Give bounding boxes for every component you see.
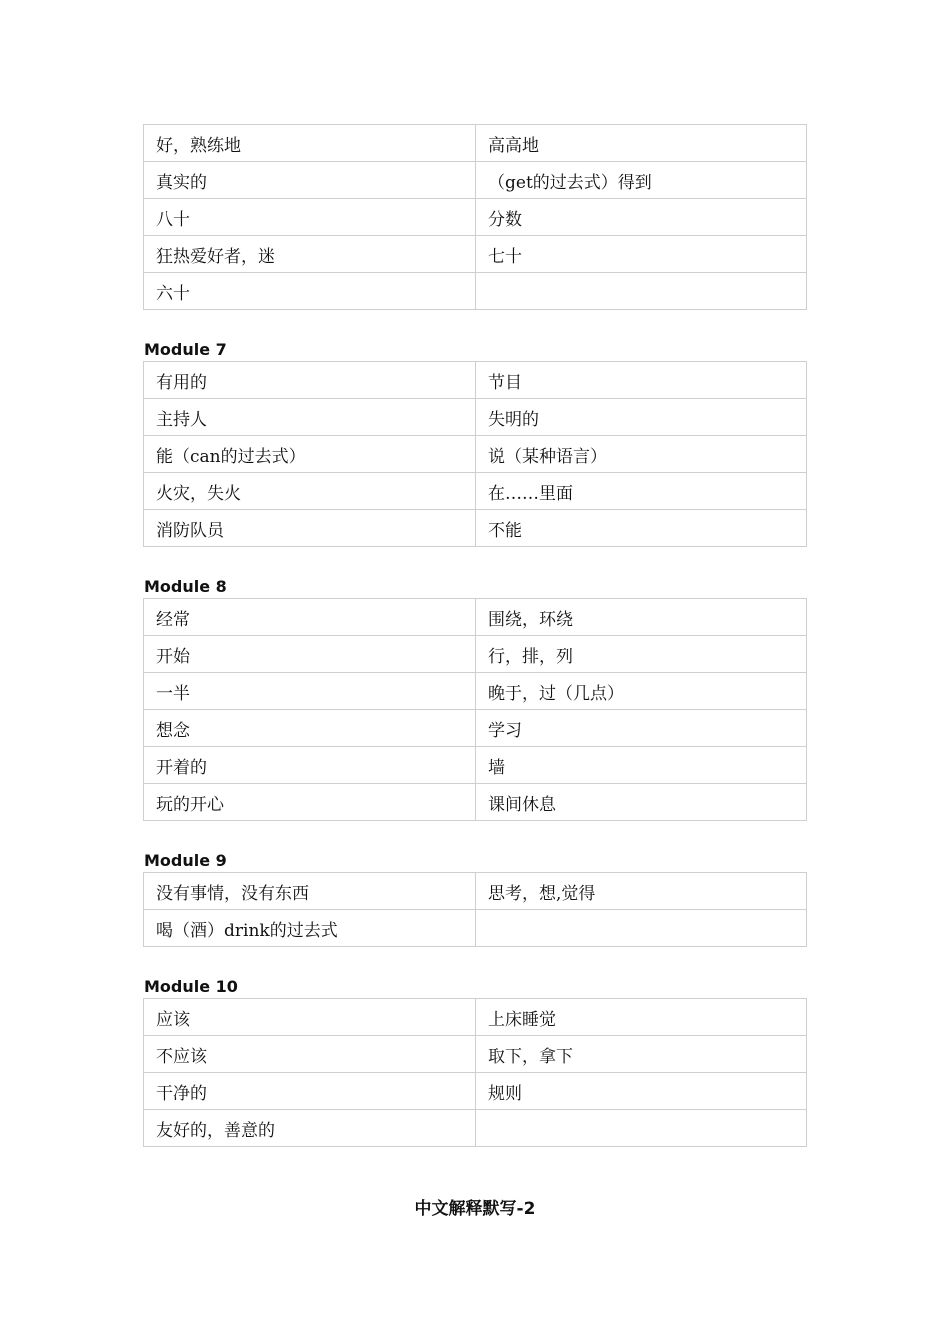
table-cell: 应该 xyxy=(144,999,476,1036)
table-cell: 好，熟练地 xyxy=(144,125,476,162)
table-cell: 学习 xyxy=(476,710,807,747)
table-cell: 不应该 xyxy=(144,1036,476,1073)
table-row xyxy=(144,747,807,784)
table-cell: 有用的 xyxy=(144,362,476,399)
table-cell xyxy=(476,910,807,947)
table-row xyxy=(144,236,807,273)
table-cell: 消防队员 xyxy=(144,510,476,547)
table-cell: 玩的开心 xyxy=(144,784,476,821)
section-heading: Module 7 xyxy=(144,340,227,359)
table-cell: 八十 xyxy=(144,199,476,236)
section-heading: Module 8 xyxy=(144,577,227,596)
table-cell: 失明的 xyxy=(476,399,807,436)
table-cell: （get的过去式）得到 xyxy=(476,162,807,199)
table-cell: 主持人 xyxy=(144,399,476,436)
table-cell: 七十 xyxy=(476,236,807,273)
table-cell: 干净的 xyxy=(144,1073,476,1110)
table-row xyxy=(144,599,807,636)
table-cell: 墙 xyxy=(476,747,807,784)
table-row xyxy=(144,873,807,910)
table-row xyxy=(144,362,807,399)
table-cell: 开着的 xyxy=(144,747,476,784)
table-cell: 喝（酒）drink的过去式 xyxy=(144,910,476,947)
vocab-table xyxy=(143,872,807,947)
table-cell: 晚于，过（几点） xyxy=(476,673,807,710)
table-cell: 说（某种语言） xyxy=(476,436,807,473)
table-cell: 节目 xyxy=(476,362,807,399)
table-row xyxy=(144,1110,807,1147)
table-cell: 一半 xyxy=(144,673,476,710)
table-row xyxy=(144,199,807,236)
table-cell: 规则 xyxy=(476,1073,807,1110)
table-cell: 火灾，失火 xyxy=(144,473,476,510)
table-cell: 没有事情，没有东西 xyxy=(144,873,476,910)
table-row xyxy=(144,999,807,1036)
table-cell: 不能 xyxy=(476,510,807,547)
vocab-table xyxy=(143,998,807,1147)
vocab-table xyxy=(143,124,807,310)
table-cell: 狂热爱好者，迷 xyxy=(144,236,476,273)
table-cell: 课间休息 xyxy=(476,784,807,821)
vocab-table xyxy=(143,598,807,821)
section-heading: Module 10 xyxy=(144,977,238,996)
table-row xyxy=(144,436,807,473)
table-row xyxy=(144,1036,807,1073)
table-row xyxy=(144,910,807,947)
table-row xyxy=(144,710,807,747)
vocab-table xyxy=(143,361,807,547)
table-cell: 围绕，环绕 xyxy=(476,599,807,636)
table-row xyxy=(144,673,807,710)
table-row xyxy=(144,162,807,199)
table-cell: 行，排，列 xyxy=(476,636,807,673)
table-row xyxy=(144,784,807,821)
table-cell: 在……里面 xyxy=(476,473,807,510)
table-cell: 真实的 xyxy=(144,162,476,199)
table-cell: 友好的，善意的 xyxy=(144,1110,476,1147)
table-row xyxy=(144,273,807,310)
document-page xyxy=(143,124,806,1147)
section-module-10 xyxy=(143,977,806,1147)
table-row xyxy=(144,1073,807,1110)
table-cell: 高高地 xyxy=(476,125,807,162)
table-cell xyxy=(476,273,807,310)
table-row xyxy=(144,510,807,547)
table-cell xyxy=(476,1110,807,1147)
table-cell: 能（can的过去式） xyxy=(144,436,476,473)
table-cell: 想念 xyxy=(144,710,476,747)
table-cell: 分数 xyxy=(476,199,807,236)
table-cell: 思考，想,觉得 xyxy=(476,873,807,910)
section-module-9 xyxy=(143,851,806,947)
section-intro xyxy=(143,124,806,310)
table-cell: 取下，拿下 xyxy=(476,1036,807,1073)
table-row xyxy=(144,399,807,436)
table-cell: 六十 xyxy=(144,273,476,310)
table-cell: 经常 xyxy=(144,599,476,636)
table-row xyxy=(144,473,807,510)
section-module-8 xyxy=(143,577,806,821)
section-heading: Module 9 xyxy=(144,851,227,870)
page-footer-title: 中文解释默写-2 xyxy=(414,1199,536,1219)
table-row xyxy=(144,636,807,673)
table-cell: 上床睡觉 xyxy=(476,999,807,1036)
table-cell: 开始 xyxy=(144,636,476,673)
section-module-7 xyxy=(143,340,806,547)
table-row xyxy=(144,125,807,162)
